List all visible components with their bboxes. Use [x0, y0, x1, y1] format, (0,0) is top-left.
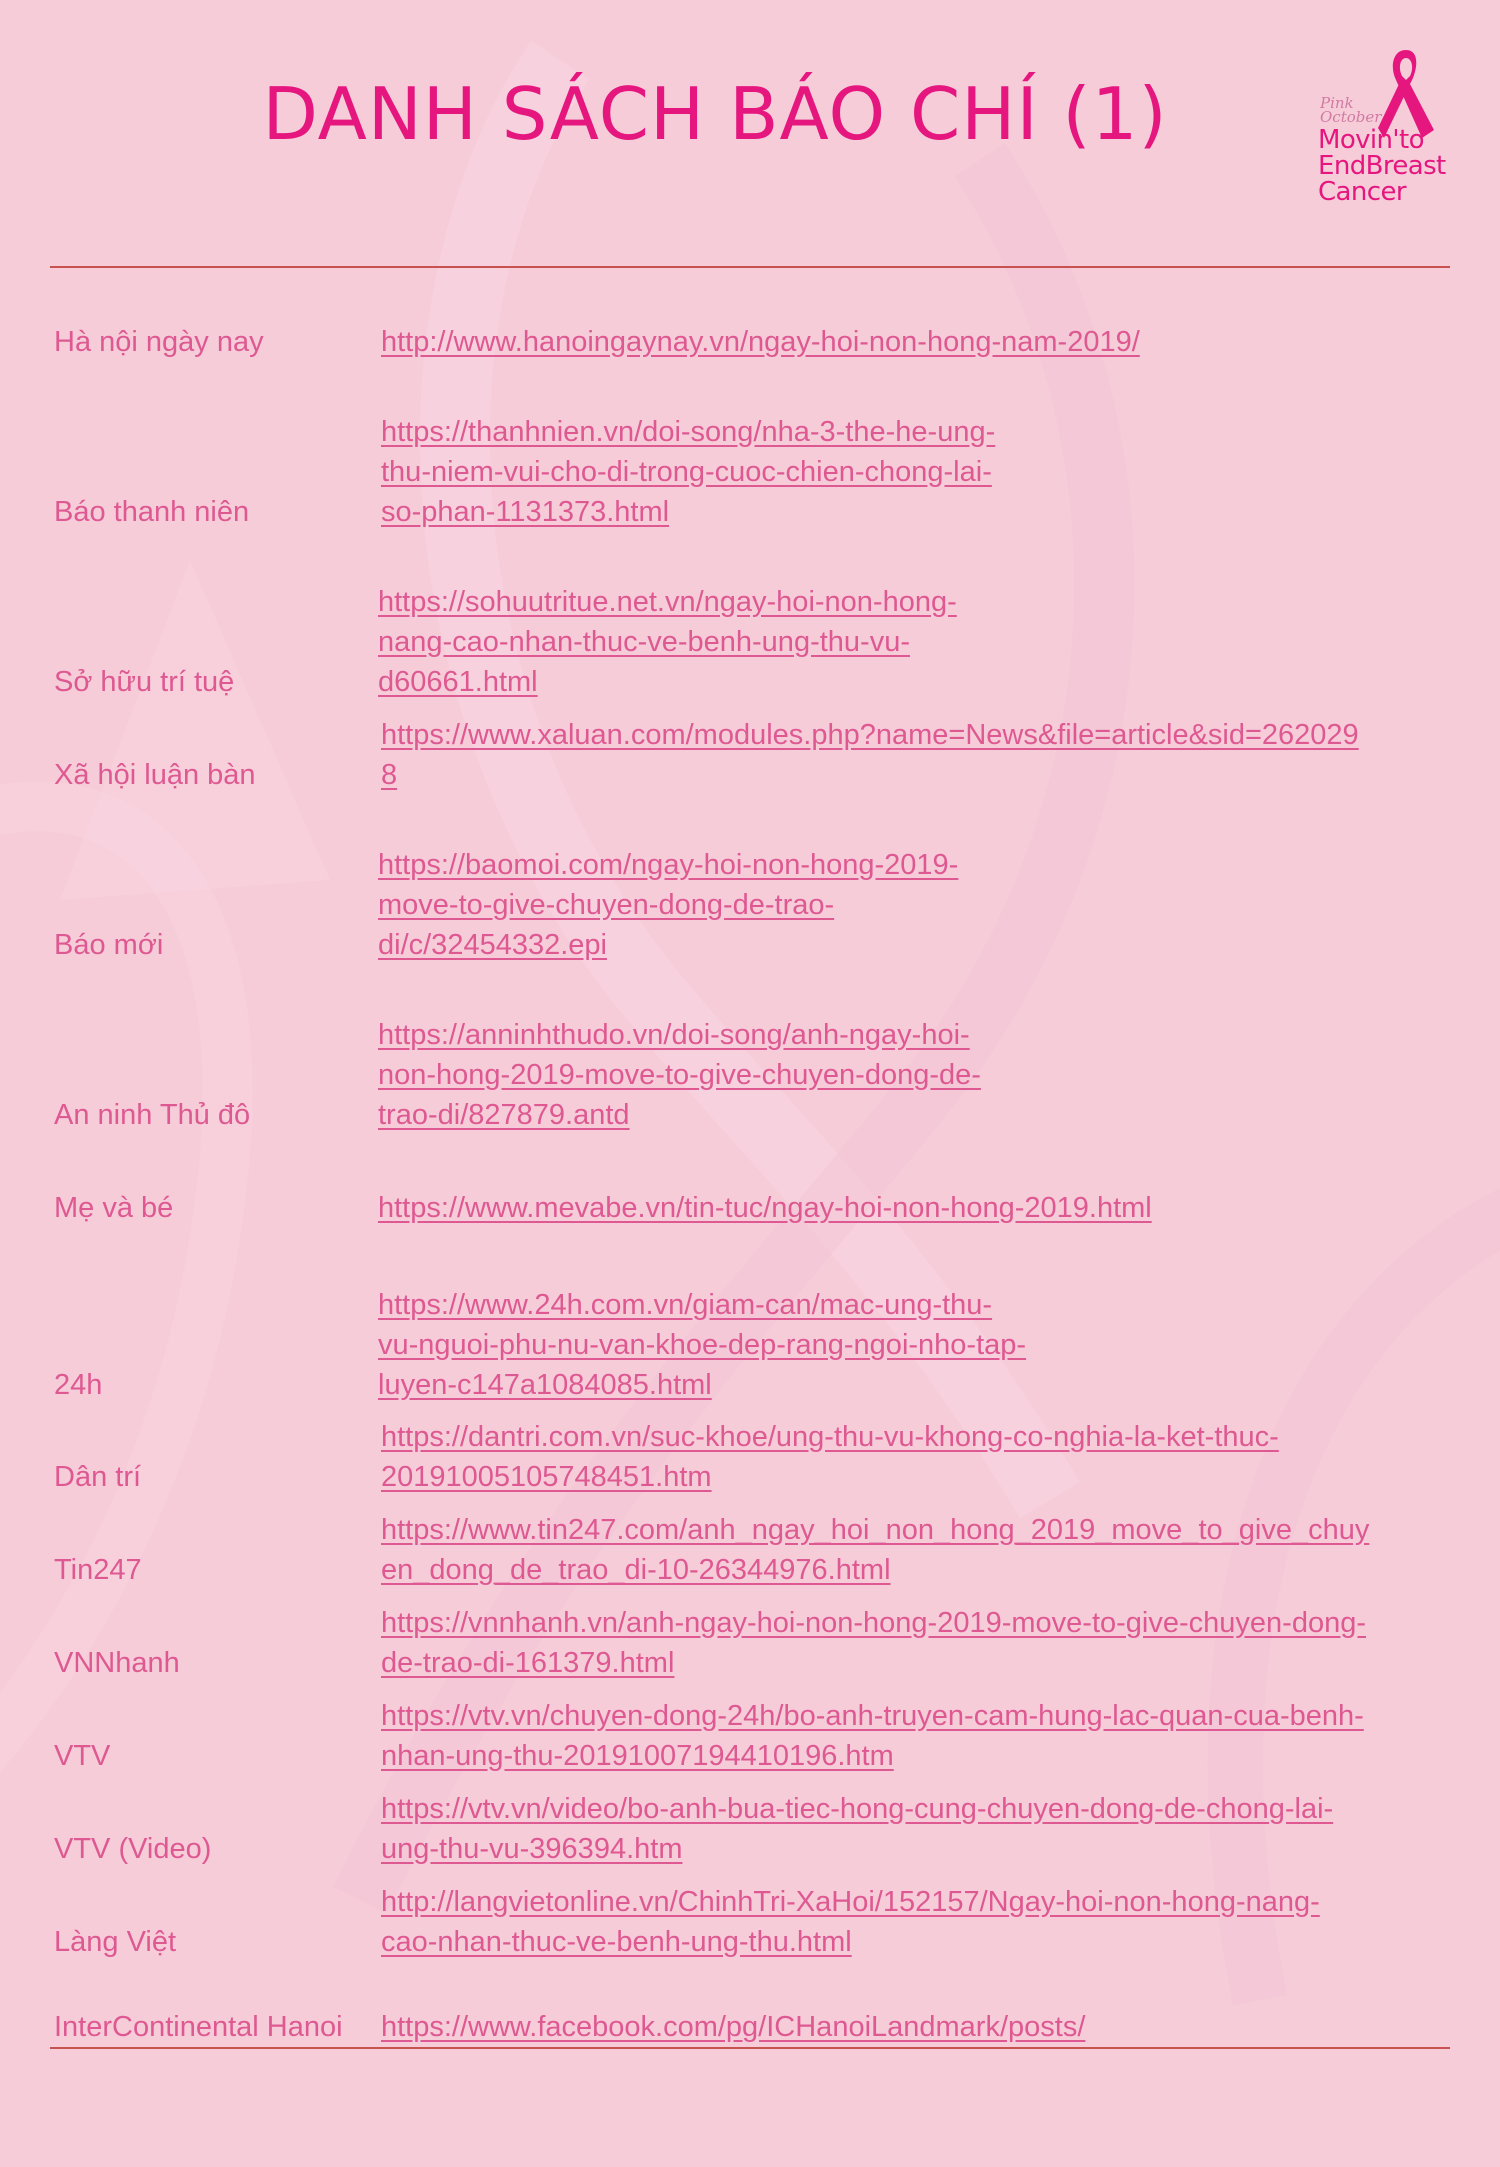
article-link[interactable] — [381, 322, 1140, 362]
press-entry-vtv — [0, 1696, 1500, 1776]
press-entry-intercontinental — [0, 2007, 1500, 2047]
article-link[interactable] — [378, 1015, 981, 1135]
article-link-line: move-to-give-chuyen-dong-de-trao- — [378, 889, 835, 921]
outlet-name: Báo thanh niên — [54, 496, 250, 528]
outlet-name: VTV — [54, 1740, 111, 1772]
article-link[interactable] — [378, 1285, 1026, 1405]
outlet-name: InterContinental Hanoi — [54, 2011, 343, 2043]
article-link-line: https://dantri.com.vn/suc-khoe/ung-thu-vu-khong-co-nghia-la-ket-thuc- — [381, 1421, 1279, 1453]
article-link-line: https://vtv.vn/video/bo-anh-bua-tiec-hong-cung-chuyen-dong-de-chong-lai- — [381, 1793, 1334, 1825]
press-entry-hanoingaynay — [0, 300, 1500, 362]
bottom-divider — [50, 2047, 1450, 2049]
page-title: DANH SÁCH BÁO CHÍ (1) — [262, 72, 1168, 156]
article-link-line: https://www.mevabe.vn/tin-tuc/ngay-hoi-non-hong-2019.html — [378, 1192, 1152, 1224]
article-link[interactable] — [381, 412, 995, 532]
outlet-name: Tin247 — [54, 1554, 142, 1586]
press-entry-vtv-video — [0, 1789, 1500, 1869]
logo-text-line: Movin'to — [1318, 125, 1424, 155]
press-entry-tin247 — [0, 1510, 1500, 1590]
article-link-line: 8 — [381, 759, 398, 791]
article-link-line: https://www.tin247.com/anh_ngay_hoi_non_hong_2019_move_to_give_chuy — [381, 1514, 1370, 1546]
article-link-line: non-hong-2019-move-to-give-chuyen-dong-de- — [378, 1059, 981, 1091]
article-link-line: trao-di/827879.antd — [378, 1099, 630, 1131]
article-link-line: nang-cao-nhan-thuc-ve-benh-ung-thu-vu- — [378, 626, 910, 658]
outlet-name: 24h — [54, 1369, 103, 1401]
brand-logo — [1316, 46, 1476, 214]
article-link-line: https://www.facebook.com/pg/ICHanoiLandmark/posts/ — [381, 2011, 1086, 2043]
article-link[interactable] — [378, 845, 958, 965]
article-link-line: https://baomoi.com/ngay-hoi-non-hong-2019- — [378, 849, 959, 881]
press-entry-mevabe — [0, 1188, 1500, 1228]
article-link-line: de-trao-di-161379.html — [381, 1647, 675, 1679]
press-entry-vnnhanh — [0, 1603, 1500, 1683]
outlet-name: Xã hội luận bàn — [54, 759, 256, 791]
logo-tagline — [1320, 96, 1381, 124]
article-link-line: ung-thu-vu-396394.htm — [381, 1833, 683, 1865]
article-link[interactable] — [378, 582, 957, 702]
article-link-line: https://thanhnien.vn/doi-song/nha-3-the-he-ung- — [381, 416, 996, 448]
article-link-line: https://anninhthudo.vn/doi-song/anh-ngay-hoi- — [378, 1019, 970, 1051]
article-link[interactable] — [381, 1789, 1333, 1869]
article-link-line: http://langvietonline.vn/ChinhTri-XaHoi/152157/Ngay-hoi-non-hong-nang- — [381, 1886, 1320, 1918]
article-link[interactable] — [381, 1603, 1366, 1683]
outlet-name: Hà nội ngày nay — [54, 326, 264, 358]
logo-text-line: Cancer — [1318, 177, 1406, 207]
article-link[interactable] — [381, 1696, 1364, 1776]
outlet-name: Dân trí — [54, 1461, 142, 1493]
article-link-line: https://sohuutritue.net.vn/ngay-hoi-non-hong- — [378, 586, 957, 618]
article-link-line: https://www.24h.com.vn/giam-can/mac-ung-thu- — [378, 1289, 993, 1321]
press-entry-dantri — [0, 1417, 1500, 1497]
outlet-name: VNNhanh — [54, 1647, 180, 1679]
outlet-name: Mẹ và bé — [54, 1192, 174, 1224]
outlet-name: Làng Việt — [54, 1926, 177, 1958]
press-entry-langviet — [0, 1882, 1500, 1962]
article-link-line: d60661.html — [378, 666, 538, 698]
article-link-line: nhan-ung-thu-20191007194410196.htm — [381, 1740, 894, 1772]
press-entry-baomoi — [0, 843, 1500, 965]
press-entry-24h — [0, 1283, 1500, 1405]
article-link[interactable] — [381, 1417, 1279, 1497]
article-link-line: en_dong_de_trao_di-10-26344976.html — [381, 1554, 891, 1586]
outlet-name: VTV (Video) — [54, 1833, 212, 1865]
article-link-line: thu-niem-vui-cho-di-trong-cuoc-chien-chong-lai- — [381, 456, 992, 488]
logo-tagline-line: October — [1320, 108, 1382, 126]
article-link-line: 20191005105748451.htm — [381, 1461, 712, 1493]
article-link-line: https://www.xaluan.com/modules.php?name=News&file=article&sid=262029 — [381, 719, 1359, 751]
top-divider — [50, 266, 1450, 268]
article-link-line: https://vnnhanh.vn/anh-ngay-hoi-non-hong-2019-move-to-give-chuyen-dong- — [381, 1607, 1366, 1639]
article-link[interactable] — [381, 715, 1359, 795]
article-link-line: di/c/32454332.epi — [378, 929, 607, 961]
outlet-name: Sở hữu trí tuệ — [54, 666, 235, 698]
article-link-line: vu-nguoi-phu-nu-van-khoe-dep-rang-ngoi-nho-tap- — [378, 1329, 1027, 1361]
article-link[interactable] — [378, 1188, 1152, 1228]
article-link[interactable] — [381, 1882, 1320, 1962]
article-link[interactable] — [381, 2007, 1085, 2047]
article-link-line: http://www.hanoingaynay.vn/ngay-hoi-non-hong-nam-2019/ — [381, 326, 1140, 358]
press-entry-thanhnien — [0, 380, 1500, 532]
article-link-line: luyen-c147a1084085.html — [378, 1369, 712, 1401]
article-link[interactable] — [381, 1510, 1369, 1590]
outlet-name: Báo mới — [54, 929, 164, 961]
press-entry-anninhthudo — [0, 1013, 1500, 1135]
press-entry-sohuutritue — [0, 550, 1500, 702]
article-link-line: so-phan-1131373.html — [381, 496, 670, 528]
outlet-name: An ninh Thủ đô — [54, 1099, 251, 1131]
press-entry-xaluan — [0, 715, 1500, 795]
logo-tagline-line: Pink — [1320, 94, 1354, 112]
logo-text-line: EndBreast — [1318, 151, 1446, 181]
article-link-line: https://vtv.vn/chuyen-dong-24h/bo-anh-truyen-cam-hung-lac-quan-cua-benh- — [381, 1700, 1364, 1732]
article-link-line: cao-nhan-thuc-ve-benh-ung-thu.html — [381, 1926, 852, 1958]
